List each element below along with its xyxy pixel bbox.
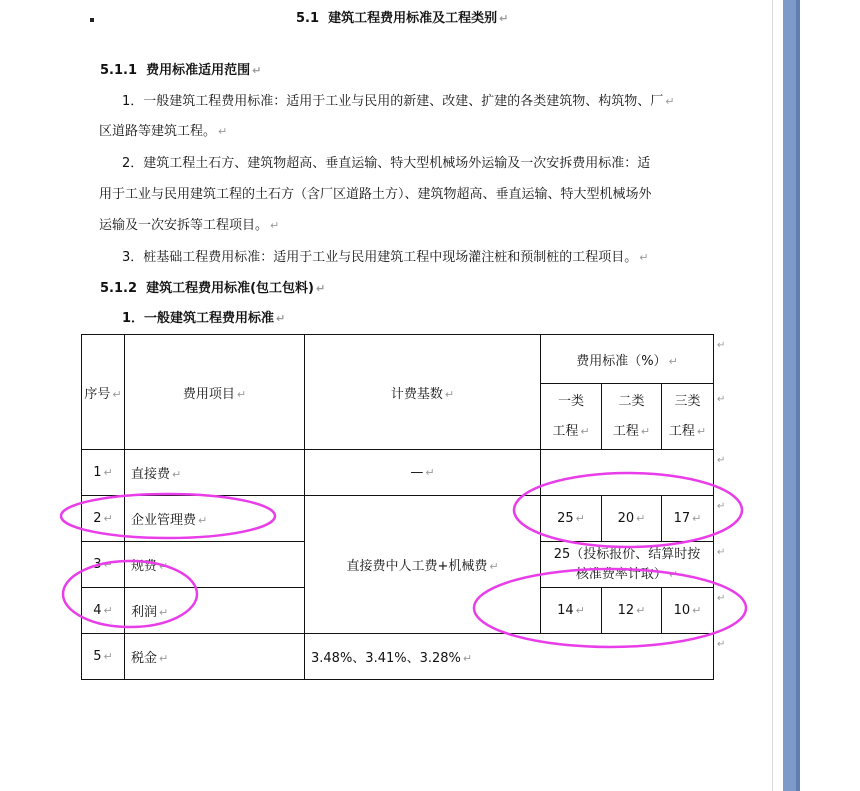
paragraph-3-line-1: 3．桩基础工程费用标准：适用于工业与民用建筑工程中现场灌注桩和预制桩的工程项目。 ↵ (122, 250, 649, 265)
row-5-seq: 5 ↵ (82, 634, 125, 680)
row-4-item: 利润 ↵ (125, 588, 305, 634)
header-standard: 费用标准（%） ↵ (541, 335, 714, 384)
section-heading: 5.1 建筑工程费用标准及工程类别 ↵ (296, 11, 509, 26)
row-3-item: 规费 ↵ (125, 542, 305, 588)
header-base: 计费基数 ↵ (305, 335, 541, 450)
row-1-base: — ↵ (305, 450, 541, 496)
row-1-standard: — (541, 450, 714, 496)
header-class-1: 一类 工程 ↵ (541, 384, 602, 450)
row-5-tax-rates: 3.48%、3.41%、3.28% ↵ (305, 634, 714, 680)
table-title: 1．一般建筑工程费用标准 ↵ (122, 311, 286, 326)
row-end-mark: ↵ (717, 455, 726, 466)
row-4-class-2: 12 ↵ (602, 588, 662, 634)
paragraph-1-line-2: 区道路等建筑工程。 ↵ (99, 124, 228, 139)
row-4-seq: 4 ↵ (82, 588, 125, 634)
row-2-class-2: 20 ↵ (602, 496, 662, 542)
header-item: 费用项目 ↵ (125, 335, 305, 450)
paragraph-1-line-1: 1．一般建筑工程费用标准：适用于工业与民用的新建、改建、扩建的各类建筑物、构筑物、厂 ↵ (122, 94, 675, 109)
row-2-class-3: 17 ↵ (662, 496, 714, 542)
row-end-mark: ↵ (717, 394, 726, 405)
row-1-seq: 1 ↵ (82, 450, 125, 496)
row-end-mark: ↵ (717, 340, 726, 351)
fee-standard-table (81, 334, 714, 680)
row-end-mark: ↵ (717, 639, 726, 650)
row-3-seq: 3 ↵ (82, 542, 125, 588)
page-edge (772, 0, 773, 791)
row-2-item: 企业管理费 ↵ (125, 496, 305, 542)
subsection-heading-511: 5.1.1 费用标准适用范围 ↵ (100, 63, 262, 78)
row-1-item: 直接费 ↵ (125, 450, 305, 496)
header-seq: 序号 ↵ (82, 335, 125, 450)
header-class-2: 二类 工程 ↵ (602, 384, 662, 450)
paragraph-2-line-1: 2．建筑工程土石方、建筑物超高、垂直运输、特大型机械场外运输及一次安拆费用标准：适 (122, 156, 651, 171)
row-4-class-1: 14 ↵ (541, 588, 602, 634)
paragraph-2-line-2: 用于工业与民用建筑工程的土石方（含厂区道路土方）、建筑物超高、垂直运输、特大型机械场外 (99, 187, 652, 202)
row-end-mark: ↵ (717, 593, 726, 604)
bullet-marker (90, 18, 94, 22)
row-2-seq: 2 ↵ (82, 496, 125, 542)
row-4-class-3: 10 ↵ (662, 588, 714, 634)
paragraph-2-line-3: 运输及一次安拆等工程项目。 ↵ (99, 218, 280, 233)
row-2-class-1: 25 ↵ (541, 496, 602, 542)
subsection-heading-512: 5.1.2 建筑工程费用标准(包工包料) ↵ (100, 281, 326, 296)
header-class-3: 三类 工程 ↵ (662, 384, 714, 450)
row-end-mark: ↵ (717, 501, 726, 512)
row-5-item: 税金 ↵ (125, 634, 305, 680)
window-side-bar-edge (796, 0, 800, 791)
shared-base: 直接费中人工费+机械费 ↵ (305, 496, 541, 634)
row-3-standard: 25（投标报价、结算时按 核准费率计取） ↵ (541, 542, 714, 588)
row-end-mark: ↵ (717, 547, 726, 558)
